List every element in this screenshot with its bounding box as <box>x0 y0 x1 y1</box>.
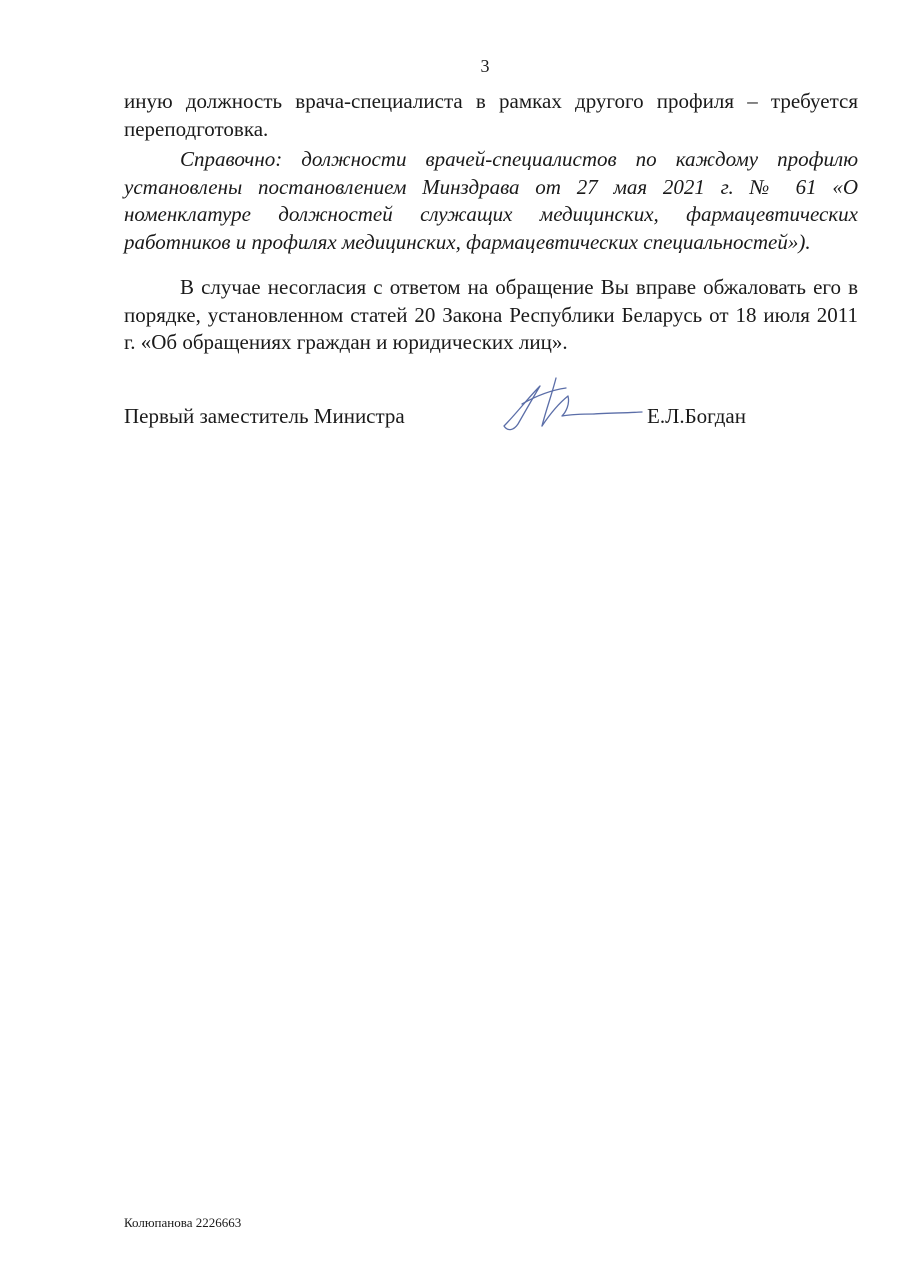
paragraph-appeal-rights: В случае несогласия с ответом на обращение Вы вправе обжаловать его в порядке, установленном статей 20 Закона Республики Беларусь от 18 июля 2011 г. «Об обращениях граждан и юридических лиц». <box>124 275 858 354</box>
signature-block <box>124 404 858 434</box>
paragraph-reference-note: Справочно: должности врачей-специалистов по каждому профилю установлены постановлением Минздрава от 27 мая 2021 г. № 61 «О номенклатуре должностей служащих медицинских, фармацевтических работников и профилях медицинских, фармацевтических специальностей»). <box>124 147 858 254</box>
paragraph-retraining: иную должность врача-специалиста в рамках другого профиля – требуется переподготовка. <box>124 89 858 141</box>
signer-position: Первый заместитель Министра <box>124 404 405 428</box>
page-number: 3 <box>480 56 490 76</box>
executor-note: Колюпанова 2226663 <box>124 1215 242 1230</box>
signer-name: Е.Л.Богдан <box>647 404 746 428</box>
signature-icon <box>496 374 646 444</box>
